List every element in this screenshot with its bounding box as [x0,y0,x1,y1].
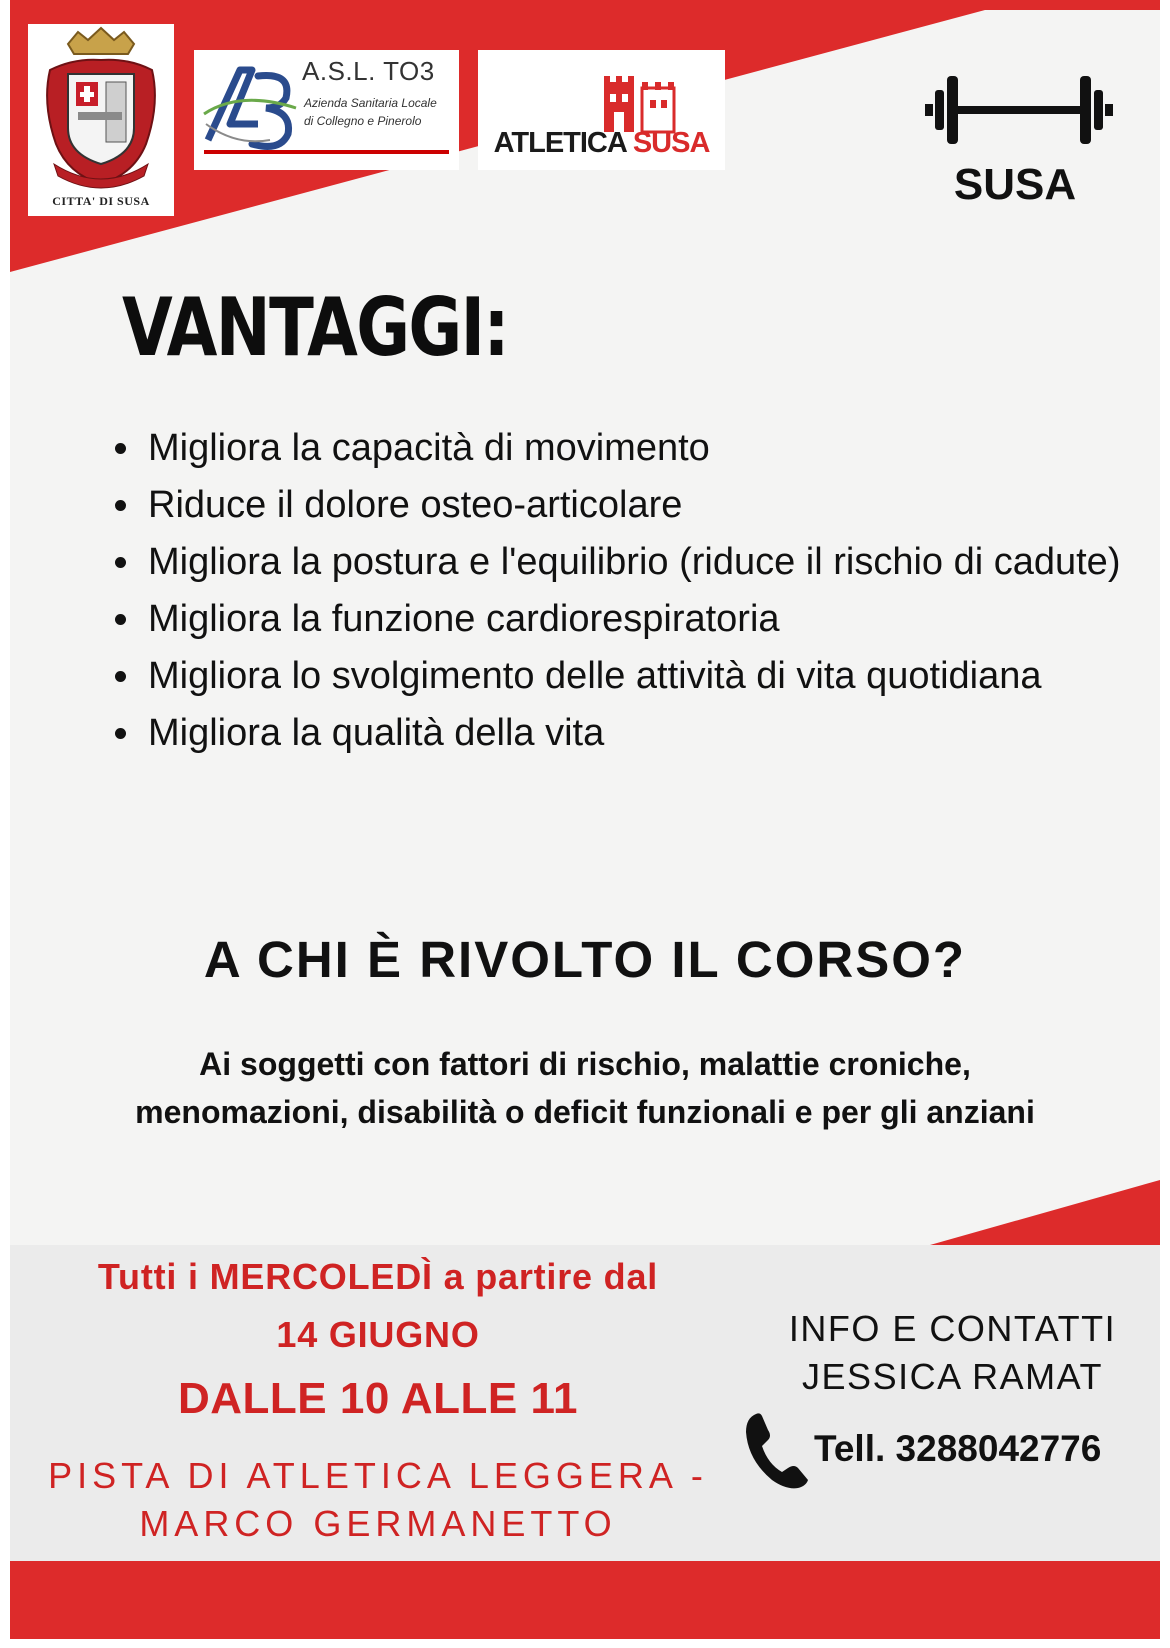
asl-subtitle-line2: di Collegno e Pinerolo [304,114,422,128]
venue [28,1452,728,1548]
asl-subtitle-line1: Azienda Sanitaria Locale [304,96,437,110]
asl-subtitle [304,94,454,130]
susa-crest-logo [28,24,174,216]
footer-red-bar [10,1561,1160,1639]
susa-word: SUSA [632,127,710,159]
benefits-list [110,420,1128,762]
list-item: • Migliora lo svolgimento delle attività di vita quotidiana [144,648,1128,705]
course-description-line1: Ai soggetti con fattori di rischio, malattie croniche, [199,1046,971,1082]
schedule-start-date: 14 GIUGNO [276,1314,480,1355]
list-item: • Riduce il dolore osteo-articolare [144,477,1128,534]
list-item: • Migliora la postura e l'equilibrio (riduce il rischio di cadute) [144,534,1128,591]
top-red-shape [0,0,1170,10]
schedule-day: Tutti i MERCOLEDÌ a partire dal [97,1256,659,1297]
bottom-edge [0,1639,1170,1648]
phone-icon [742,1410,814,1492]
venue-line2: MARCO GERMANETTO [139,1503,617,1544]
contact-title: INFO E CONTATTI [788,1308,1117,1349]
course-audience-description [20,1040,1150,1136]
course-audience-title: A CHI È RIVOLTO IL CORSO? [203,931,967,988]
bottom-right-red-triangle [930,1180,1160,1245]
list-item: • Migliora la capacità di movimento [144,420,1128,477]
atletica-susa-castle-icon [600,74,680,134]
atletica-susa-logo [478,50,725,170]
venue-line1: PISTA DI ATLETICA LEGGERA - [48,1455,708,1496]
right-edge-strip [1160,0,1170,1648]
asl-name: A.S.L. TO3 [302,56,435,86]
benefits-title: VANTAGGI: [122,281,508,374]
course-description-line2: menomazioni, disabilità o deficit funzionali e per gli anziani [135,1094,1035,1130]
asl-to3-logo [194,50,459,170]
list-item: • Migliora la funzione cardiorespiratoria [144,591,1128,648]
contact-name: JESSICA RAMAT [802,1356,1103,1397]
atletica-susa-wordmark [478,127,725,160]
asl-red-underline [204,150,449,154]
schedule-time: DALLE 10 ALLE 11 [177,1374,579,1423]
list-item: • Migliora la qualità della vita [144,705,1128,762]
city-of-susa-crest-icon [28,24,174,192]
barbell-icon [925,72,1113,148]
location-label: SUSA [953,160,1077,209]
left-edge-strip [0,0,10,1648]
asl-to3-mark-icon [200,54,310,154]
contact-phone: Tell. 3288042776 [814,1428,1102,1469]
atletica-word: ATLETICA [493,127,626,159]
susa-crest-caption: CITTA' DI SUSA [52,194,150,208]
